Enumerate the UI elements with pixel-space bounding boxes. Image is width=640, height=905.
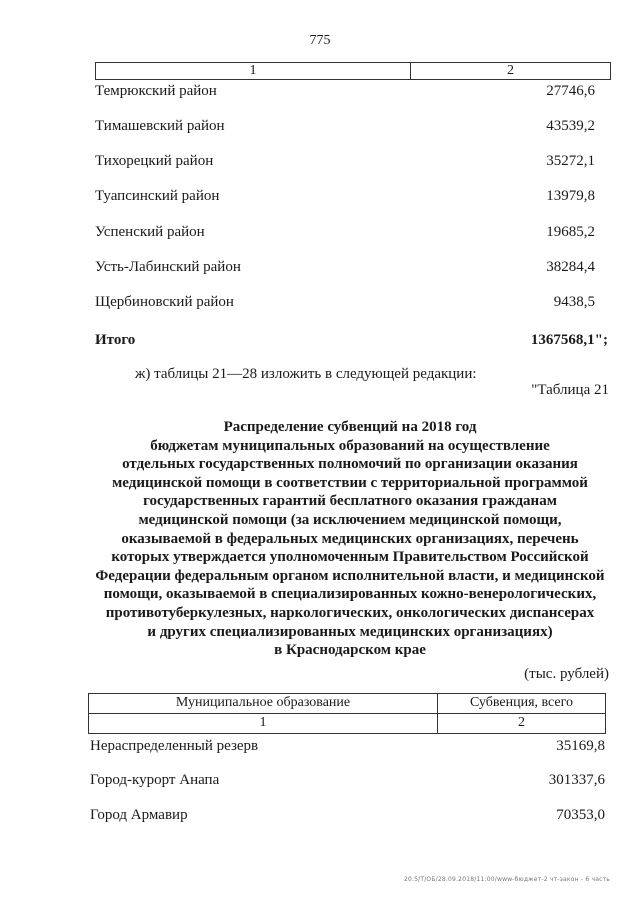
district-name: Туапсинский район [95,188,220,204]
table-row [95,187,595,205]
district-name: Темрюкский район [95,83,217,99]
municipality-name: Город Армавир [90,807,188,823]
subsidy-value: 301337,6 [548,772,605,788]
district-value: 38284,4 [546,259,595,275]
footer-stamp: 20.5/Т/ОБ/28.09.2018/11:00/www-бюджет-2 чт-закон - 6 часть [403,876,610,883]
col-number-1: 1 [89,714,438,733]
municipality-name: Город-курорт Анапа [90,772,220,788]
district-name: Щербиновский район [95,294,234,310]
title-line: противотуберкулезных, наркологических, онкологических диспансерах [105,604,595,621]
municipality-name: Нераспределенный резерв [90,738,259,754]
table-row [90,771,605,789]
top-table-header [95,62,611,80]
title-line: в Краснодарском крае [274,642,426,659]
district-value: 35272,1 [546,153,595,169]
table-row [95,258,595,276]
amendment-note: ж) таблицы 21—28 изложить в следующей редакции: [135,366,477,382]
total-row [95,331,608,349]
district-value: 27746,6 [546,83,595,99]
district-value: 43539,2 [546,118,595,134]
district-name: Тимашевский район [95,118,225,134]
district-value: 9438,5 [553,294,595,310]
top-header-col-1: 1 [96,63,411,79]
title-line: Распределение субвенций на 2018 год [223,419,477,435]
title-line: Федерации федеральным органом исполнительной власти, и медицинской [95,567,605,584]
table-row [95,293,595,311]
page-number: 775 [309,33,331,48]
subsidy-table-header [88,693,606,734]
subsidy-value: 70353,0 [556,807,605,823]
table-row [95,152,595,170]
units-label: (тыс. рублей) [524,666,609,682]
title-line: бюджетам муниципальных образований на осуществление [150,437,550,454]
col-header-municipality: Муниципальное образование [89,694,438,713]
table-row [95,223,595,241]
district-name: Успенский район [95,224,205,240]
district-value: 13979,8 [546,188,595,204]
top-header-col-2: 2 [507,63,514,78]
document-title [70,418,630,660]
title-line: государственных гарантий бесплатного оказания гражданам [143,493,557,510]
title-line: оказываемой в федеральных медицинских организациях, перечень [121,530,579,547]
district-name: Тихорецкий район [95,153,214,169]
title-line: медицинской помощи в соответствии с территориальной программой [112,474,588,491]
subsidy-value: 35169,8 [556,738,605,754]
district-name: Усть-Лабинский район [95,259,241,275]
col-header-subsidy: Субвенция, всего [469,695,574,710]
col-number-2: 2 [518,715,525,730]
table-label: "Таблица 21 [531,382,609,398]
table-row [95,82,595,100]
title-line: отдельных государственных полномочий по организации оказания [122,456,578,473]
title-line: которых утверждается уполномоченным Правительством Российской [111,549,589,566]
total-value: 1367568,1 [530,332,595,348]
table-row [90,737,605,755]
table-row [95,117,595,135]
total-label: Итого [95,332,136,348]
table-row [90,806,605,824]
district-value: 19685,2 [546,224,595,240]
title-line: помощи, оказываемой в специализированных кожно-венерологических, [103,586,597,603]
title-line: медицинской помощи (за исключением медицинской помощи, [138,511,562,528]
title-line: и других специализированных медицинских организациях) [147,623,553,640]
total-suffix: "; [594,332,608,348]
